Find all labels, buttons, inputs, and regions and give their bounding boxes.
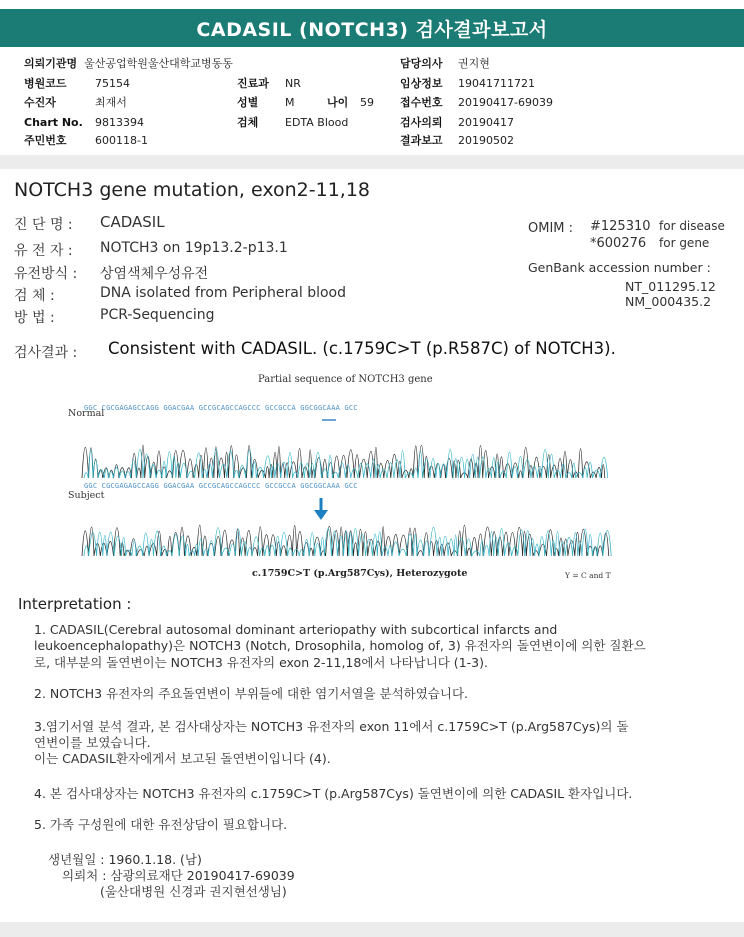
patient-label: 수진자 xyxy=(24,96,56,109)
specimen-value: EDTA Blood xyxy=(285,116,349,129)
genbank-label: GenBank accession number : xyxy=(528,260,711,275)
doctor-value: 권지현 xyxy=(458,57,490,70)
footer-dob: 생년월일 : 1960.1.18. (남) xyxy=(48,852,202,867)
interp-p2: 2. NOTCH3 유전자의 주요돌연변이 부위들에 대한 염기서열을 분석하였습니다. xyxy=(34,686,468,701)
footer-band xyxy=(0,922,744,937)
interp-p3-line3: 이는 CADASIL환자에게서 보고된 돌연변이입니다 (4). xyxy=(34,751,331,766)
institution-row xyxy=(24,57,233,71)
dept-label: 진료과 xyxy=(237,77,269,90)
institution-value: 울산공업학원울산대학교병동동 xyxy=(84,57,233,70)
omim-disease-id: #125310 xyxy=(590,219,651,234)
result-text: Consistent with CADASIL. (c.1759C>T (p.R587C) of NOTCH3). xyxy=(108,339,616,358)
hospital-code-value: 75154 xyxy=(95,77,130,90)
footer-referrer-detail: (울산대병원 신경과 권지현선생님) xyxy=(100,884,287,899)
header-divider xyxy=(0,155,744,169)
interp-p1-line2: leukoencephalopathy)은 NOTCH3 (Notch, Drosophila, homolog of, 3) 유전자의 돌연변이에 의한 질환으 xyxy=(34,638,646,653)
details-specimen-value: DNA isolated from Peripheral blood xyxy=(100,285,347,301)
accession-1: NT_011295.12 xyxy=(625,279,716,294)
subject-sequence: GGC CGCGAGAGCCAGG GGACGAA GCCGCAGCCAGCCC GCCGCCA GGCGGCAAA GCC xyxy=(84,482,358,490)
normal-sequence: GGC CGCGAGAGCCAGG GGACGAA GCCGCAGCCAGCCC GCCGCCA GGCGGCAAA GCC xyxy=(84,404,358,412)
request-value: 20190417 xyxy=(458,116,514,129)
figure-caption: c.1759C>T (p.Arg587Cys), Heterozygote xyxy=(252,568,468,579)
age-value: 59 xyxy=(360,96,374,109)
sex-value: M xyxy=(285,96,295,109)
interp-p3-line1: 3.염기서열 분석 결과, 본 검사대상자는 NOTCH3 유전자의 exon 11에서 c.1759C>T (p.Arg587Cys)의 돌 xyxy=(34,719,629,734)
report-date-label: 결과보고 xyxy=(400,134,443,147)
subject-label: Subject xyxy=(68,490,105,501)
dept-value: NR xyxy=(285,77,301,90)
request-label: 검사의뢰 xyxy=(400,116,443,129)
clinical-value: 19041711721 xyxy=(458,77,535,90)
clinical-label: 임상정보 xyxy=(400,77,443,90)
normal-trace xyxy=(82,445,605,478)
normal-label: Normal xyxy=(68,408,105,419)
report-date-value: 20190502 xyxy=(458,134,514,147)
age-label: 나이 xyxy=(327,96,349,109)
sex-label: 성별 xyxy=(237,96,259,109)
interp-p4: 4. 본 검사대상자는 NOTCH3 유전자의 c.1759C>T (p.Arg587Cys) 돌연변이에 의한 CADASIL 환자입니다. xyxy=(34,786,633,801)
down-arrow-icon xyxy=(314,498,328,520)
chart-label: Chart No. xyxy=(24,116,83,129)
method-value: PCR-Sequencing xyxy=(100,307,215,323)
interp-p1-line1: 1. CADASIL(Cerebral autosomal dominant arteriopathy with subcortical infarcts and xyxy=(34,622,558,637)
inheritance-label: 유전방식 : xyxy=(14,266,78,282)
gene-value: NOTCH3 on 19p13.2-p13.1 xyxy=(100,240,288,256)
omim-label: OMIM : xyxy=(528,221,574,236)
receipt-label: 접수번호 xyxy=(400,96,443,109)
receipt-value: 20190417-69039 xyxy=(458,96,553,109)
patient-value: 최재서 xyxy=(95,96,127,109)
diagnosis-value: CADASIL xyxy=(100,213,165,231)
method-label: 방 법 : xyxy=(14,310,55,326)
details-specimen-label: 검 체 : xyxy=(14,288,55,304)
chart-value: 9813394 xyxy=(95,116,144,129)
omim-disease-note: for disease xyxy=(659,219,725,233)
institution-label: 의뢰기관명 xyxy=(24,57,78,70)
interp-p1-line3: 로, 대부분의 돌연변이는 NOTCH3 유전자의 exon 2-11,18에서 나타납니다 (1-3). xyxy=(34,655,488,670)
omim-gene-note: for gene xyxy=(659,236,710,250)
figure-title: Partial sequence of NOTCH3 gene xyxy=(258,374,433,385)
chromatogram-figure xyxy=(60,368,620,583)
rrn-value: 600118-1 xyxy=(95,134,148,147)
rrn-label: 주민번호 xyxy=(24,134,67,147)
specimen-label: 검체 xyxy=(237,116,259,129)
interp-p3-line2: 연변이를 보였습니다. xyxy=(34,735,151,750)
interpretation-title: Interpretation : xyxy=(18,595,132,613)
report-title: CADASIL (NOTCH3) 검사결과보고서 xyxy=(0,9,744,47)
result-label: 검사결과 : xyxy=(14,345,78,361)
chromatogram-traces xyxy=(60,368,620,583)
omim-gene-id: *600276 xyxy=(590,236,647,251)
gene-label: 유 전 자 : xyxy=(14,243,73,259)
accession-2: NM_000435.2 xyxy=(625,294,712,309)
inheritance-value: 상염색체우성유전 xyxy=(100,266,209,282)
diagnosis-label: 진 단 명 : xyxy=(14,217,73,233)
hospital-code-label: 병원코드 xyxy=(24,77,67,90)
section-title: NOTCH3 gene mutation, exon2-11,18 xyxy=(14,179,370,201)
figure-note: Y = C and T xyxy=(565,571,611,580)
doctor-label: 담당의사 xyxy=(400,57,443,70)
interp-p5: 5. 가족 구성원에 대한 유전상담이 필요합니다. xyxy=(34,817,288,832)
footer-referrer: 의뢰처 : 삼광의료재단 20190417-69039 xyxy=(62,868,295,883)
